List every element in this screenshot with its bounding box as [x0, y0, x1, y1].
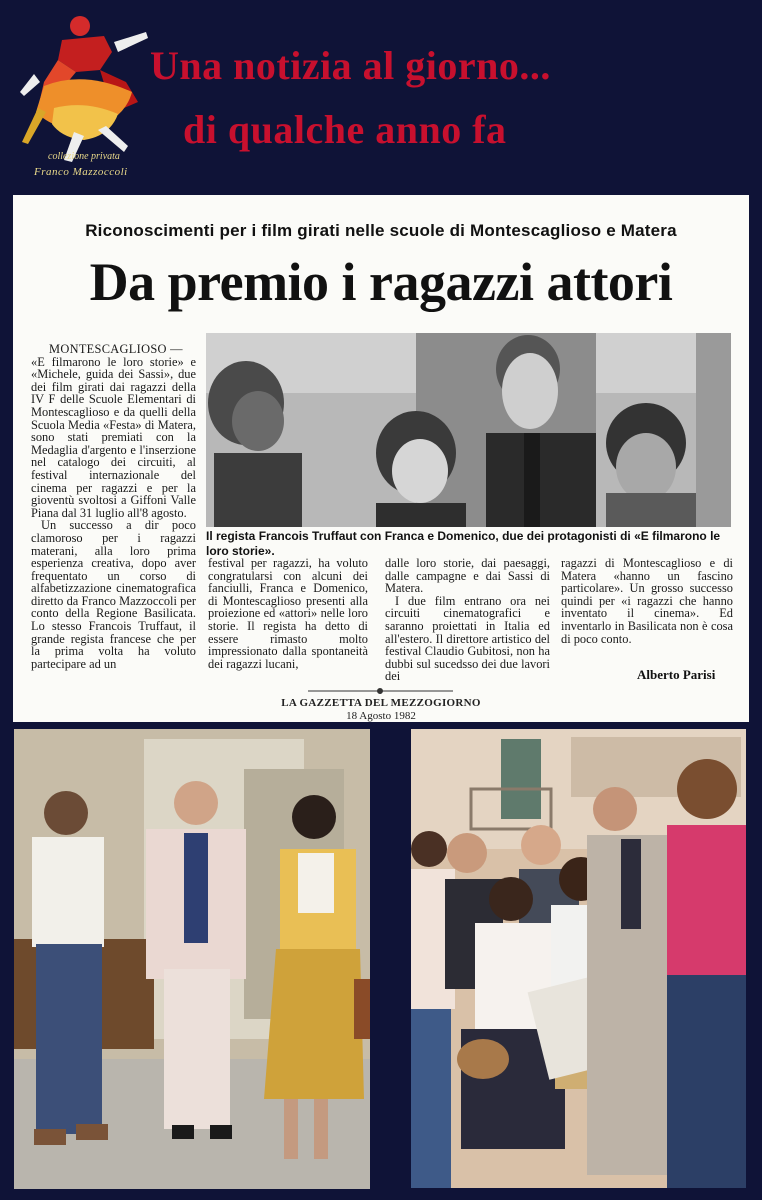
logo-owner-name: Franco Mazzoccoli [34, 166, 128, 178]
group-photo-outdoor [411, 729, 746, 1188]
indoor-photo-image [14, 729, 370, 1189]
group-photo-indoor [14, 729, 370, 1189]
page-header [0, 0, 762, 190]
article-column-3 [385, 557, 550, 683]
newspaper-clipping [13, 195, 749, 722]
ornament-divider [308, 687, 453, 695]
article-column-4 [561, 557, 733, 645]
logo-collection-label: collezione privata [48, 151, 120, 162]
article-column-2 [208, 557, 368, 670]
article-paragraph: «E filmarono le loro storie» e «Michele, guida dei Sassi», due dei film girati dai ragazzi della IV F delle Scuole Elementari di Montescaglioso e da quelli della Scuola Media «Festa» di Matera, sono stati premiati con la Medaglia d'argento e l'inserzione nel catalogo dei circuiti, al festival internazionale del cinema per ragazzi e per la gioventù svoltosi a Giffoni Valle Piana dal 31 luglio all'8 agosto. [31, 354, 196, 520]
article-kicker: Riconoscimenti per i film girati nelle scuole di Montescaglioso e Matera [85, 221, 677, 240]
article-paragraph: dalle loro storie, dai paesaggi, dalle campagne e dai Sassi di Matera. [385, 556, 550, 596]
article-column-1 [31, 343, 196, 670]
article-byline: Alberto Parisi [637, 667, 716, 682]
page-title-line2: di qualche anno fa [183, 107, 507, 152]
article-date: 18 Agosto 1982 [346, 710, 416, 722]
page-title-line1: Una notizia al giorno... [150, 43, 551, 88]
outdoor-photo-image [411, 729, 746, 1188]
article-paragraph: I due film entrano ora nei circuiti cinematografici e saranno proiettati in Italia ed all'estero. Il direttore artistico del festival Claudio Gubitosi, non ha dubbi sul sucedsso dei due lavori dei [385, 593, 550, 684]
article-headline: Da premio i ragazzi attori [89, 252, 673, 312]
photo-caption: Il regista Francois Truffaut con Franca e Domenico, due dei protagonisti di «E filmarono le loro storie». [206, 529, 721, 558]
article-dateline: MONTESCAGLIOSO — [49, 342, 183, 356]
halftone-photo-image [206, 333, 731, 527]
newspaper-name: LA GAZZETTA DEL MEZZOGIORNO [281, 697, 481, 709]
article-paragraph: ragazzi di Montescaglioso e di Matera «hanno un fascino particolare». Un grosso successo quindi per «i ragazzi che hanno inventato il cinema». Ed inventarlo in Basilicata non è cosa di poco conto. [561, 556, 733, 646]
truffaut-photo [206, 333, 731, 527]
article-paragraph: Un successo a dir poco clamoroso per i ragazzi materani, alla loro prima esperienza creativa, dopo aver frequentato un corso di alfabetizzazione cinematografica diretto da Franco Mazzoccoli per conto della Regione Basilicata. Lo stesso Francois Truffaut, il grande regista francese che per la prima volta ha voluto partecipare ad un [31, 518, 196, 671]
article-paragraph: festival per ragazzi, ha voluto congratularsi con alcuni dei fanciulli, Franca e Domenico, di Montescaglioso presenti alla proiezione ed «attori» nelle loro storie. Il regista ha detto di essere rimasto molto impressionato dalla spontaneità dei ragazzi lucani, [208, 556, 368, 671]
